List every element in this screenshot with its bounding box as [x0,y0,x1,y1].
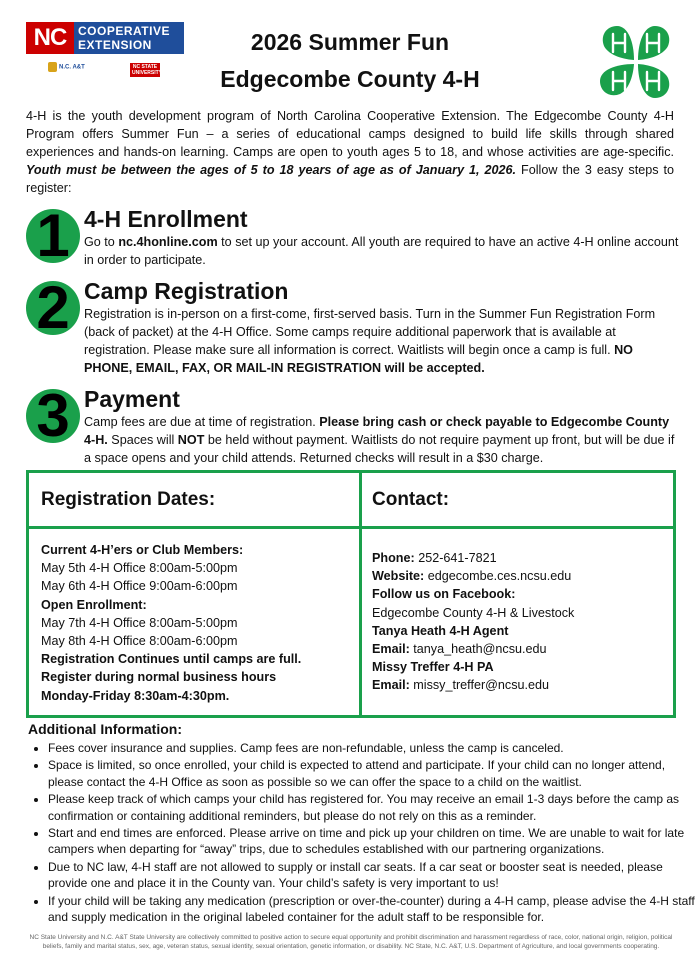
step-number-2: 2 [26,281,80,335]
not-emphasis: NOT [177,433,205,447]
step-body-camp-registration [84,305,680,377]
page-title: 2026 Summer Fun [250,29,450,55]
step-text: Go to [84,235,119,249]
step-text: to set up your account. All youth are required to have an active 4-H online account in order to participate. [84,235,679,267]
step-number-3: 3 [26,389,80,443]
four-h-clover-icon [596,22,676,102]
intro-text: 4-H is the youth development program of North Carolina Cooperative Extension. The Edgecombe County 4-H Program offers Summer Fun – a series of educational camps designed to build life skills through shared experiences and hands-on learning. Camps are open to youth ages 5 to 18, and whose activities are age-specific. [26,109,674,159]
registration-dates [41,541,351,705]
nondiscrimination-footer: NC State University and N.C. A&T State University are collectively committed to positive action to secure equal opportunity and prohibit discrimination and harassment regardless of race, color, national origin, religion, political beliefs, family and marital status, sex, age, veteran status, sexual identity, sexual orientation, genetic information, or disability. NC State, N.C. A&T, U.S. Department of Agriculture, and local governments cooperating. [29,934,673,950]
contact-title: Contact: [372,489,450,510]
nc-logo-mark: NC [26,22,74,54]
list-item: • If your child will be taking any medication (prescription or over-the-counter) during a 4-H camp, please advise the 4-H staff and supply medication in the original labeled container for the adult staff to be responsible for. [48,893,696,926]
date-item: May 7th 4-H Office 8:00am-5:00pm [41,615,238,630]
website-link[interactable]: edgecombe.ces.ncsu.edu [427,569,572,584]
step-body-payment [84,413,680,467]
additional-info-list [30,740,696,926]
website-line [372,567,672,585]
email-link[interactable]: tanya_heath@ncsu.edu [413,642,547,657]
step-heading-enrollment: 4-H Enrollment [84,206,248,232]
registration-note: Register during normal business hours [41,670,277,685]
step-heading-payment: Payment [84,386,180,412]
facebook-label: Follow us on Facebook: [372,587,516,602]
date-item: May 6th 4-H Office 9:00am-6:00pm [41,579,238,594]
open-enrollment-heading: Open Enrollment: [41,597,147,612]
step-text: Registration is in-person on a first-come, first-served basis. Turn in the Summer Fun Registration Form (back of packet) at the 4-H Office. Some camps require additional paperwork that is available at registration. Please make sure all information is correct. Waitlists will begin once a camp is full. [84,307,656,357]
no-remote-registration: NO PHONE, EMAIL, FAX, OR MAIL-IN REGISTRATION will be accepted. [84,343,633,375]
date-item: May 5th 4-H Office 8:00am-5:00pm [41,561,238,576]
agent-name: Tanya Heath 4-H Agent [372,623,509,638]
list-item: • Please keep track of which camps your child has registered for. You may receive an email 1-3 days before the camp as confirmation or containing additional reminders, but please do not rely on this as a reminder. [48,791,696,824]
step-number-1: 1 [26,209,80,263]
email-label: Email: [372,678,410,693]
cooperative-text: COOPERATIVE [78,24,170,38]
website-label: Website: [372,569,425,584]
ncat-text: N.C. A&T [59,64,85,71]
step-body-enrollment [84,233,680,269]
email-link[interactable]: missy_treffer@ncsu.edu [413,678,550,693]
email-line [372,676,672,694]
current-members-heading: Current 4-H’ers or Club Members: [41,543,244,557]
extension-text: EXTENSION [78,38,152,52]
box-vertical-divider [359,473,362,715]
list-item: • Start and end times are enforced. Please arrive on time and pick up your children on time. We are unable to wait for late campers when departing for “away” trips, due to schedules established with our partnering organizations. [48,825,696,858]
facebook-page[interactable]: Edgecombe County 4-H & Livestock [372,605,575,620]
list-item: • Space is limited, so once enrolled, your child is expected to attend and participate. If your child can no longer attend, please contact the 4-H Office as soon as possible so we can offer the space to a child on the waitlist. [48,757,696,790]
email-label: Email: [372,642,410,657]
page-subtitle: Edgecombe County 4-H [220,66,480,92]
list-item: • Due to NC law, 4-H staff are not allowed to supply or install car seats. If a car seat or booster seat is needed, please provide one and place it in the County van. Your child’s safety is very important to us! [48,859,696,892]
registration-contact-box [26,470,676,718]
step-heading-camp-registration: Camp Registration [84,278,289,304]
intro-text-end: Follow the 3 easy steps to register: [26,163,674,195]
step-text: Spaces will [107,433,178,447]
box-horizontal-divider [29,526,673,529]
payment-instructions: Please bring cash or check payable to Edgecombe County 4-H. [84,415,670,447]
registration-dates-title: Registration Dates: [41,489,216,510]
step-text: Camp fees are due at time of registration. [84,415,320,429]
age-requirement: Youth must be between the ages of 5 to 18 years of age as of January 1, 2026. [26,163,517,177]
additional-info-title: Additional Information: [28,721,182,737]
registration-note: Registration Continues until camps are full. [41,652,302,667]
phone-line [372,549,672,567]
list-item: • Fees cover insurance and supplies. Camp fees are non-refundable, unless the camp is canceled. [48,740,696,756]
pa-name: Missy Treffer 4-H PA [372,660,494,675]
ncstate-logo: NC STATE UNIVERSITY [132,64,163,76]
contact-info [372,549,672,695]
phone-label: Phone: [372,551,415,565]
registration-note: Monday-Friday 8:30am-4:30pm. [41,688,230,703]
date-item: May 8th 4-H Office 8:00am-6:00pm [41,634,238,649]
email-line [372,640,672,658]
step-text: be held without payment. Waitlists do not require payment up front, but will be due if a space opens and your child attends. Returned checks will result in a $30 charge. [84,433,675,465]
phone-number[interactable]: 252-641-7821 [418,551,497,565]
4honline-link[interactable]: nc.4honline.com [118,235,218,249]
intro-paragraph [26,107,674,197]
header [0,0,700,105]
